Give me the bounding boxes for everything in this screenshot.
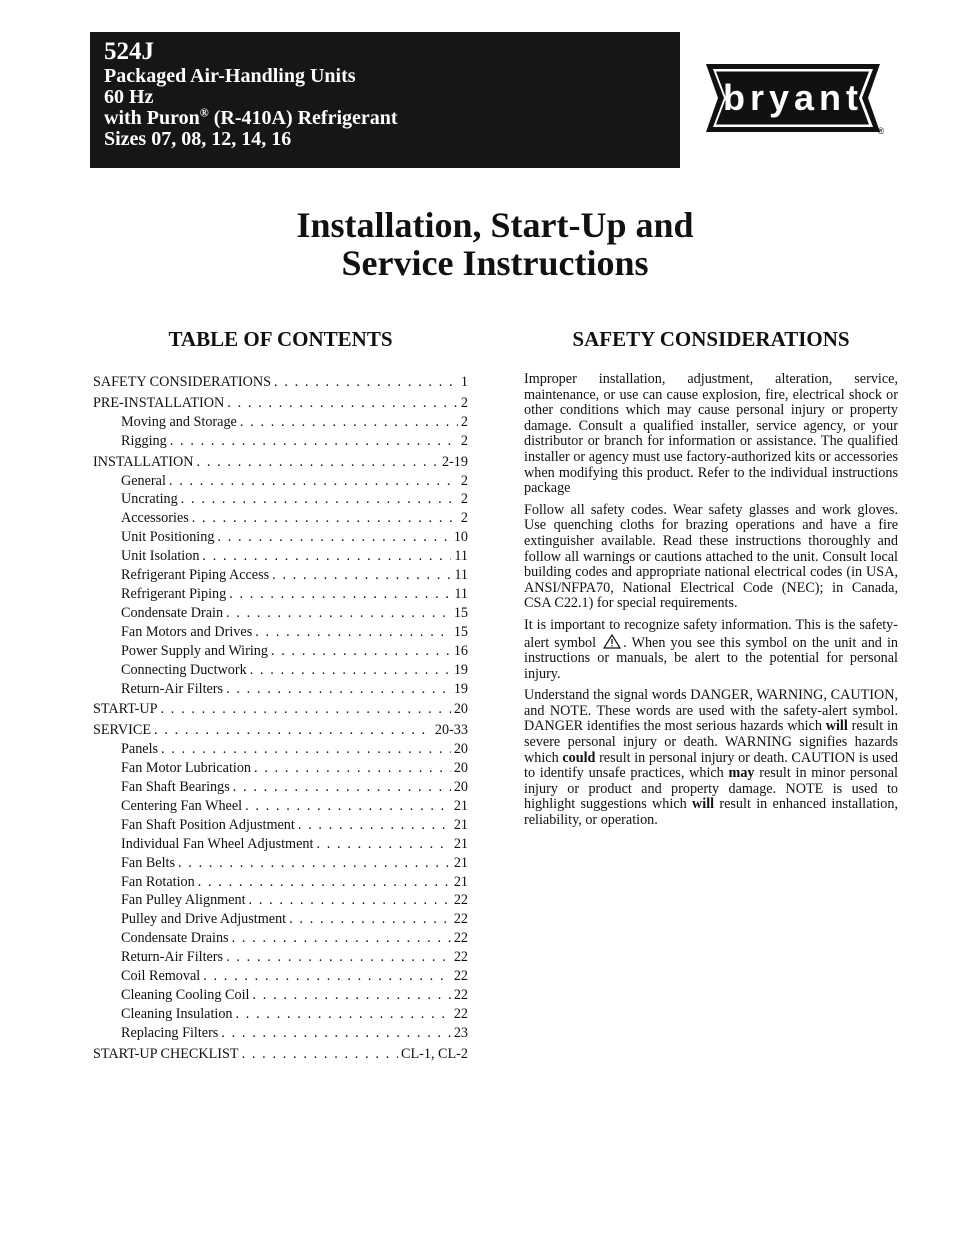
toc-entry xyxy=(93,373,468,392)
toc-dot-leader xyxy=(255,623,451,642)
toc-entry xyxy=(93,490,468,509)
toc-dot-leader xyxy=(289,910,451,929)
toc-entry-label: Return-Air Filters xyxy=(121,949,224,966)
logo-wordmark: bryant xyxy=(722,77,864,118)
toc-entry-label: Fan Shaft Position Adjustment xyxy=(121,816,295,833)
toc-entry xyxy=(93,453,468,472)
toc-dot-leader xyxy=(217,528,450,547)
toc-dot-leader xyxy=(250,661,451,680)
safety-p3-after: . When you see this symbol on the unit and in instructions or manuals, be alert to the potential for personal injury. xyxy=(524,634,899,682)
toc-entry xyxy=(93,623,468,642)
toc-entry xyxy=(93,891,468,910)
toc-entry xyxy=(93,797,468,816)
safety-p4-text: result in minor personal injury or product and property damage. NOTE is used to highlight suggestions which xyxy=(524,765,898,813)
safety-p4-text: Understand the signal words DANGER, WARNING, CAUTION, and NOTE. These words are used with the safety-alert symbol. DANGER identifies the most serious hazards which xyxy=(524,687,898,735)
toc-entry xyxy=(93,721,468,740)
toc-entry-label: Pulley and Drive Adjustment xyxy=(121,911,287,928)
emphasis-will: will xyxy=(825,718,848,735)
product-header-box xyxy=(90,32,680,168)
toc-dot-leader xyxy=(271,642,451,661)
toc-entry xyxy=(93,1045,468,1064)
toc-entry xyxy=(93,680,468,699)
toc-entry-label: General xyxy=(121,472,166,489)
toc-entry-page: 2 xyxy=(460,491,468,508)
toc-entry xyxy=(93,854,468,873)
toc-dot-leader xyxy=(233,778,451,797)
toc-dot-leader xyxy=(161,740,451,759)
safety-p4-text: result in personal injury or death. CAUTION is used to identify unsafe practices, which xyxy=(524,749,898,782)
toc-entry-page: 10 xyxy=(453,529,468,546)
toc-dot-leader xyxy=(169,472,458,491)
toc-entry-page: 20 xyxy=(453,741,468,758)
toc-dot-leader xyxy=(229,585,451,604)
toc-entry-label: Power Supply and Wiring xyxy=(121,642,268,659)
toc-entry-page: 20 xyxy=(453,779,468,796)
toc-entry xyxy=(93,566,468,585)
product-line-1: Packaged Air-Handling Units xyxy=(104,65,356,87)
toc-entry xyxy=(93,432,468,451)
toc-entry-label: Fan Rotation xyxy=(121,873,195,890)
toc-dot-leader xyxy=(197,453,439,472)
product-line-3 xyxy=(104,105,680,129)
toc-entry-label: Accessories xyxy=(121,510,189,527)
toc-dot-leader xyxy=(274,373,458,392)
toc-entry-page: 22 xyxy=(453,968,468,985)
toc-entry xyxy=(93,661,468,680)
toc-entry xyxy=(93,700,468,719)
puron-prefix: with Puron xyxy=(104,107,200,129)
toc-entry xyxy=(93,986,468,1005)
toc-entry-page: 22 xyxy=(453,930,468,947)
toc-entry-page: 20-33 xyxy=(434,722,468,739)
toc-dot-leader xyxy=(221,1024,450,1043)
toc-entry-page: 11 xyxy=(454,548,468,565)
toc-entry-label: Panels xyxy=(121,741,159,758)
toc-dot-leader xyxy=(226,948,451,967)
toc-dot-leader xyxy=(203,967,451,986)
toc-entry-label: Condensate Drains xyxy=(121,930,229,947)
toc-entry-label: Unit Positioning xyxy=(121,529,215,546)
safety-considerations xyxy=(524,326,898,835)
toc-entry xyxy=(93,835,468,854)
emphasis-could: could xyxy=(562,749,596,766)
toc-entry-label: Unit Isolation xyxy=(121,548,200,565)
toc-entry xyxy=(93,948,468,967)
toc-entry xyxy=(93,604,468,623)
toc-entry-label: START-UP CHECKLIST xyxy=(93,1045,239,1062)
toc-dot-leader xyxy=(192,509,458,528)
toc-entry-page: 23 xyxy=(453,1024,468,1041)
toc-entry-page: 2 xyxy=(460,394,468,411)
toc-entry-label: PRE-INSTALLATION xyxy=(93,394,225,411)
toc-entry-label: Cleaning Cooling Coil xyxy=(121,987,250,1003)
toc-entry-label: Rigging xyxy=(121,432,167,449)
toc-entry-page: 2-19 xyxy=(441,453,468,470)
toc-entry xyxy=(93,528,468,547)
toc-entry xyxy=(93,585,468,604)
model-number: 524J xyxy=(104,38,154,65)
safety-paragraph-2: Follow all safety codes. Wear safety glasses and work gloves. Use quenching cloths for brazing operations and have a fire extinguisher available. Read these instructions thoroughly and follow all warnings or cautions attached to the unit. Consult local building codes and appropriate national electrical codes (in USA, ANSI/NFPA70, National Electrical Code (NEC); in Canada, CSA C22.1) for special requirements. xyxy=(524,501,898,612)
toc-entry-page: 11 xyxy=(454,585,468,602)
table-of-contents xyxy=(93,326,468,1064)
toc-entry-label: Fan Belts xyxy=(121,854,175,871)
toc-entry-page: 21 xyxy=(453,873,468,890)
safety-p4-text: result in severe personal injury or death. WARNING signifies hazards which xyxy=(524,718,898,766)
toc-entry-label: Replacing Filters xyxy=(121,1024,219,1041)
toc-entry-label: START-UP xyxy=(93,701,158,718)
bryant-logo xyxy=(700,62,886,138)
toc-dot-leader xyxy=(227,394,458,413)
toc-entry-page: 20 xyxy=(453,701,468,718)
toc-dot-leader xyxy=(236,1005,451,1024)
toc-entry-label: Refrigerant Piping Access xyxy=(121,567,270,584)
toc-entry xyxy=(93,740,468,759)
product-sizes: Sizes 07, 08, 12, 14, 16 xyxy=(104,128,292,150)
safety-paragraph-4 xyxy=(524,688,898,828)
toc-dot-leader xyxy=(226,604,451,623)
document-title xyxy=(0,206,954,282)
toc-entry-page: 22 xyxy=(453,987,468,1003)
toc-entry-label: Fan Motor Lubrication xyxy=(121,760,252,777)
toc-entry xyxy=(93,778,468,797)
toc-entry-page: 2 xyxy=(460,510,468,527)
logo-registered-mark: ® xyxy=(877,126,885,136)
title-line-1: Installation, Start-Up and xyxy=(296,205,694,245)
toc-entry xyxy=(93,967,468,986)
toc-entry-page: 19 xyxy=(453,680,468,697)
toc-entry-page: 11 xyxy=(454,567,468,584)
toc-entry-label: Fan Motors and Drives xyxy=(121,623,253,640)
toc-entry-label: Coil Removal xyxy=(121,968,201,985)
toc-entry-label: Refrigerant Piping xyxy=(121,585,227,602)
toc-entry xyxy=(93,547,468,566)
toc-dot-leader xyxy=(242,1045,398,1064)
toc-entry xyxy=(93,642,468,661)
safety-p4-text: result in enhanced installation, reliability, or operation. xyxy=(524,796,898,829)
puron-suffix: (R-410A) Refrigerant xyxy=(208,107,398,129)
toc-entry-label: Return-Air Filters xyxy=(121,680,224,697)
toc-entry-label: Individual Fan Wheel Adjustment xyxy=(121,835,314,852)
toc-entry-label: INSTALLATION xyxy=(93,453,194,470)
toc-entry xyxy=(93,413,468,432)
toc-entry xyxy=(93,929,468,948)
toc-dot-leader xyxy=(249,891,451,910)
toc-dot-leader xyxy=(161,700,451,719)
toc-dot-leader xyxy=(202,547,451,566)
toc-entry xyxy=(93,816,468,835)
toc-entry-page: 21 xyxy=(453,835,468,852)
toc-entry-page: 22 xyxy=(453,911,468,928)
toc-entry-page: 15 xyxy=(453,604,468,621)
toc-dot-leader xyxy=(252,986,450,1005)
toc-entry-page: 22 xyxy=(453,1005,468,1022)
toc-dot-leader xyxy=(178,854,451,873)
toc-entry-label: Condensate Drain xyxy=(121,604,224,621)
toc-dot-leader xyxy=(245,797,451,816)
registered-mark: ® xyxy=(199,105,209,120)
toc-entry-label: Centering Fan Wheel xyxy=(121,797,243,814)
toc-entry-page: 21 xyxy=(453,816,468,833)
toc-entry xyxy=(93,759,468,778)
toc-dot-leader xyxy=(254,759,451,778)
toc-dot-leader xyxy=(272,566,451,585)
toc-entry-label: Moving and Storage xyxy=(121,413,237,430)
toc-entry-label: Cleaning Insulation xyxy=(121,1005,233,1022)
safety-p3-before: It is important to recognize safety information. This is the safety-alert symbol xyxy=(524,616,898,651)
toc-entry-page: 16 xyxy=(453,642,468,659)
toc-entry-page: 1 xyxy=(460,374,468,390)
emphasis-will: will xyxy=(692,796,715,813)
toc-entry-page: 21 xyxy=(453,797,468,814)
safety-alert-icon xyxy=(603,634,621,649)
toc-entry-label: SERVICE xyxy=(93,722,151,739)
toc-heading: TABLE OF CONTENTS xyxy=(168,327,393,351)
toc-dot-leader xyxy=(154,721,432,740)
toc-dot-leader xyxy=(170,432,458,451)
toc-entry-page: 22 xyxy=(453,892,468,909)
toc-entry xyxy=(93,394,468,413)
toc-entry xyxy=(93,1005,468,1024)
toc-dot-leader xyxy=(240,413,458,432)
toc-list xyxy=(93,373,468,1064)
toc-dot-leader xyxy=(298,816,451,835)
safety-heading: SAFETY CONSIDERATIONS xyxy=(572,327,850,351)
safety-paragraph-1: Improper installation, adjustment, alteration, service, maintenance, or use can cause explosion, fire, electrical shock or other conditions which may cause personal injury or property damage. Consult a qualified installer, service agency, or your distributor or branch for information or assistance. The qualified installer or agency must use factory-authorized kits or accessories when modifying this product. Refer to the individual instructions package xyxy=(524,371,898,497)
toc-dot-leader xyxy=(226,680,451,699)
emphasis-may: may xyxy=(728,765,755,782)
toc-entry xyxy=(93,509,468,528)
toc-entry xyxy=(93,1024,468,1043)
toc-entry-page: 22 xyxy=(453,949,468,966)
toc-entry-page: 2 xyxy=(460,432,468,449)
toc-dot-leader xyxy=(198,873,451,892)
toc-dot-leader xyxy=(316,835,450,854)
toc-entry-label: Fan Pulley Alignment xyxy=(121,892,246,909)
toc-entry xyxy=(93,873,468,892)
toc-entry-label: Fan Shaft Bearings xyxy=(121,779,230,796)
toc-dot-leader xyxy=(232,929,451,948)
toc-entry-page: 19 xyxy=(453,661,468,678)
toc-entry-label: SAFETY CONSIDERATIONS xyxy=(93,374,272,390)
toc-entry-page: CL-1, CL-2 xyxy=(401,1045,468,1062)
toc-entry-page: 20 xyxy=(453,760,468,777)
safety-paragraph-3 xyxy=(524,618,898,682)
toc-entry xyxy=(93,910,468,929)
title-line-2: Service Instructions xyxy=(341,243,649,283)
toc-entry-page: 2 xyxy=(460,413,468,430)
toc-entry-page: 21 xyxy=(453,854,468,871)
product-line-2: 60 Hz xyxy=(104,86,154,108)
toc-dot-leader xyxy=(181,490,458,509)
toc-entry-label: Connecting Ductwork xyxy=(121,661,247,678)
toc-entry-page: 2 xyxy=(460,472,468,489)
toc-entry-page: 15 xyxy=(453,623,468,640)
toc-entry xyxy=(93,472,468,491)
toc-entry-label: Uncrating xyxy=(121,491,178,508)
